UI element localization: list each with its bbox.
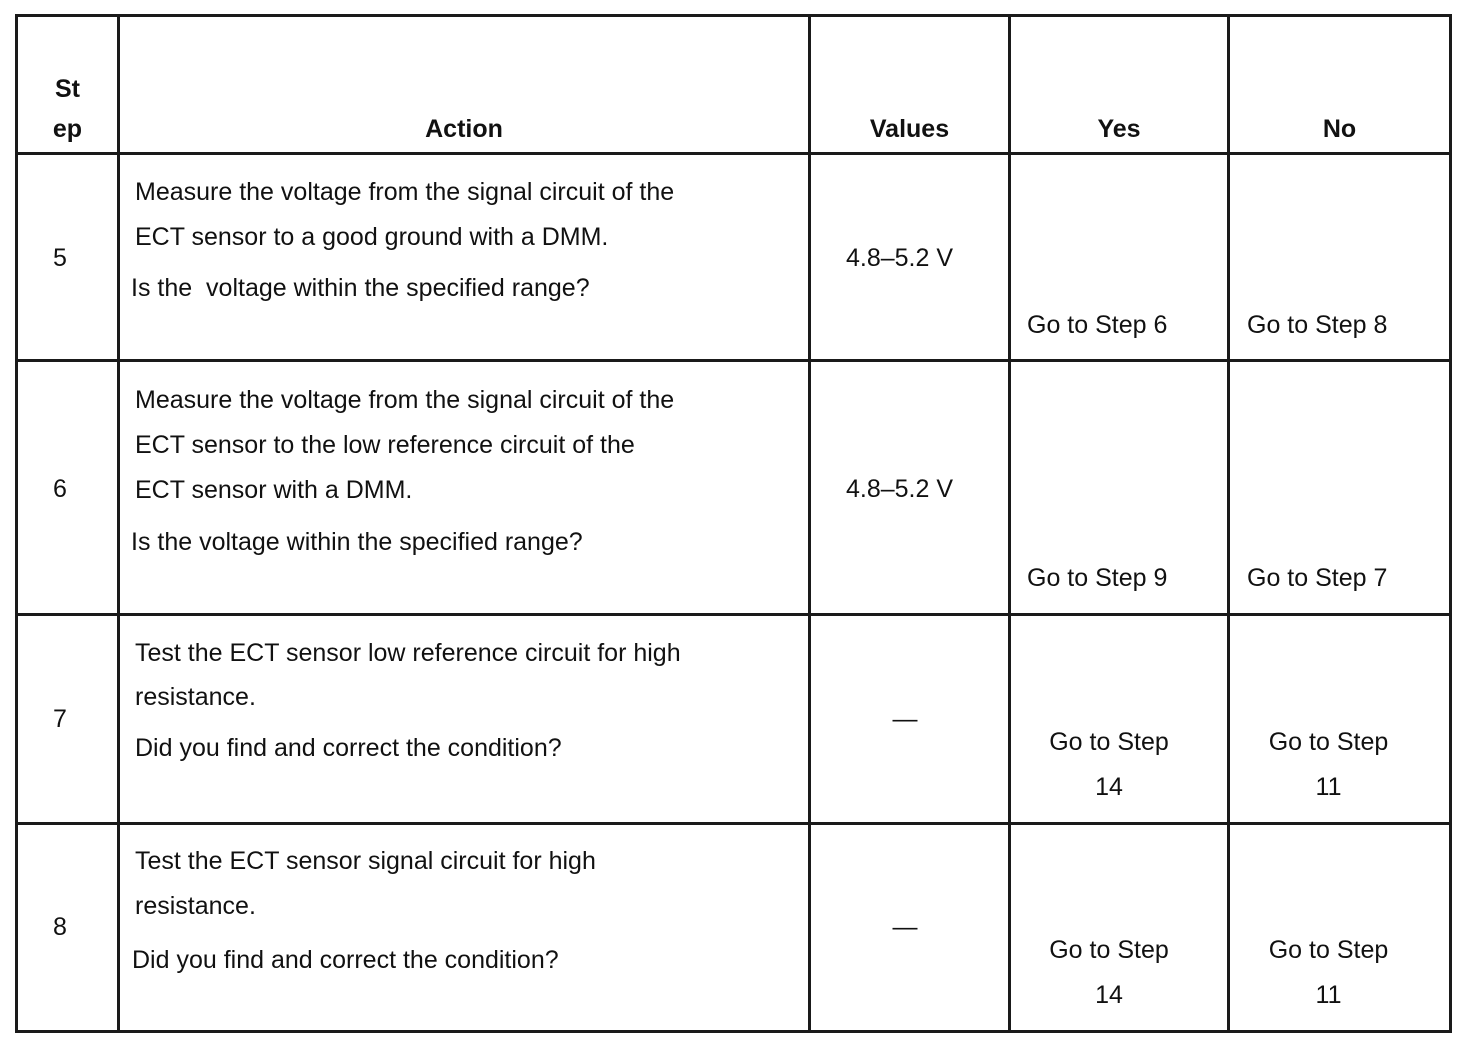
no-6: Go to Step 7 xyxy=(1247,564,1388,592)
diagnostic-table xyxy=(15,14,1452,1033)
yes-8-line1: Go to Step xyxy=(1049,936,1169,964)
header-values: Values xyxy=(869,115,950,143)
action-question-8: Did you find and correct the condition? xyxy=(132,946,559,974)
yes-7-line2: 14 xyxy=(1095,773,1123,801)
yes-6: Go to Step 9 xyxy=(1027,564,1168,592)
table-border-top xyxy=(15,14,1452,17)
value-7: — xyxy=(892,705,918,733)
header-no: No xyxy=(1322,115,1357,143)
action-text-7-line2: resistance. xyxy=(135,683,256,711)
action-text-7-line1: Test the ECT sensor low reference circuit for high xyxy=(135,639,681,667)
no-8-line1: Go to Step xyxy=(1268,936,1389,964)
action-text-6-line2: ECT sensor to the low reference circuit of the xyxy=(135,431,635,459)
col-divider-step xyxy=(117,14,120,1033)
table-border-left xyxy=(15,14,18,1033)
col-divider-values xyxy=(1008,14,1011,1033)
header-yes: Yes xyxy=(1097,115,1141,143)
value-8: — xyxy=(892,913,918,941)
action-text-5-line1: Measure the voltage from the signal circuit of the xyxy=(135,178,675,206)
row-divider-6 xyxy=(15,613,1452,616)
no-7-line1: Go to Step xyxy=(1268,728,1389,756)
action-text-5-line2: ECT sensor to a good ground with a DMM. xyxy=(135,223,609,251)
action-question-7: Did you find and correct the condition? xyxy=(135,734,562,762)
step-number-7: 7 xyxy=(53,705,67,733)
action-question-5: Is the voltage within the specified range? xyxy=(131,274,590,302)
value-5: 4.8–5.2 V xyxy=(845,244,954,272)
col-divider-yes xyxy=(1227,14,1230,1033)
step-number-6: 6 xyxy=(53,475,67,503)
value-6: 4.8–5.2 V xyxy=(845,475,954,503)
action-text-8-line1: Test the ECT sensor signal circuit for high xyxy=(135,847,596,875)
header-step-line1: St xyxy=(55,75,80,103)
table-border-right xyxy=(1449,14,1452,1033)
step-number-5: 5 xyxy=(53,244,67,272)
no-8-line2: 11 xyxy=(1315,981,1342,1009)
action-text-8-line2: resistance. xyxy=(135,892,256,920)
header-action: Action xyxy=(425,115,503,143)
step-number-8: 8 xyxy=(53,913,67,941)
row-divider-5 xyxy=(15,359,1452,362)
col-divider-action xyxy=(808,14,811,1033)
action-text-6-line1: Measure the voltage from the signal circuit of the xyxy=(135,386,675,414)
header-step-line2: ep xyxy=(52,115,83,143)
yes-8-line2: 14 xyxy=(1095,981,1123,1009)
header-divider xyxy=(15,152,1452,155)
yes-5: Go to Step 6 xyxy=(1027,311,1168,339)
table-border-bottom xyxy=(15,1030,1452,1033)
no-7-line2: 11 xyxy=(1315,773,1342,801)
yes-7-line1: Go to Step xyxy=(1049,728,1169,756)
action-text-6-line3: ECT sensor with a DMM. xyxy=(135,476,413,504)
row-divider-7 xyxy=(15,822,1452,825)
action-question-6: Is the voltage within the specified range? xyxy=(131,528,583,556)
no-5: Go to Step 8 xyxy=(1247,311,1388,339)
